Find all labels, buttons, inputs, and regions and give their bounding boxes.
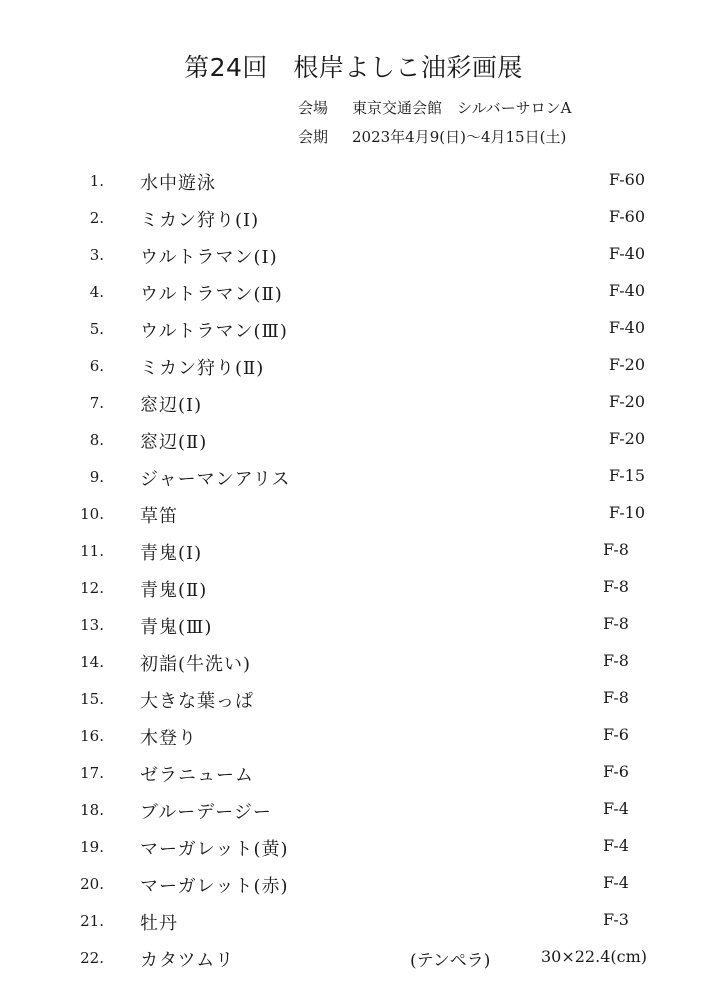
- work-title: 青鬼(Ⅰ): [140, 543, 203, 564]
- work-size: F-60: [608, 170, 645, 189]
- work-row: [0, 791, 707, 828]
- work-title: ジャーマンアリス: [140, 469, 291, 490]
- work-title: ウルトラマン(Ⅰ): [140, 247, 278, 268]
- work-title: マーガレット(黄): [140, 839, 289, 860]
- work-size: F-8: [603, 577, 629, 596]
- work-title: ブルーデージー: [140, 802, 272, 823]
- work-title: 窓辺(Ⅱ): [140, 432, 208, 453]
- work-number: 3.: [89, 246, 104, 264]
- work-row: [0, 717, 707, 754]
- work-row: [0, 569, 707, 606]
- venue-value: 東京交通会館 シルバーサロンA: [352, 99, 572, 117]
- work-title: 水中遊泳: [140, 173, 216, 194]
- work-size: F-20: [608, 429, 645, 448]
- work-title: 牡丹: [140, 913, 178, 934]
- work-size: F-3: [603, 910, 629, 929]
- work-number: 22.: [80, 949, 104, 967]
- work-row: [0, 495, 707, 532]
- work-size: F-15: [608, 466, 645, 485]
- work-title: カタツムリ: [140, 950, 235, 971]
- work-size: F-8: [603, 540, 629, 559]
- work-medium: (テンペラ): [410, 951, 491, 971]
- work-size: F-10: [608, 503, 645, 522]
- work-row: [0, 347, 707, 384]
- work-title: 木登り: [140, 728, 197, 749]
- work-number: 15.: [80, 690, 104, 708]
- work-number: 14.: [80, 653, 104, 671]
- work-size: F-40: [608, 281, 645, 300]
- period-label: 会期: [298, 128, 329, 146]
- work-title: 窓辺(Ⅰ): [140, 395, 203, 416]
- work-number: 12.: [80, 579, 104, 597]
- work-number: 19.: [80, 838, 104, 856]
- exhibition-title: 第24回 根岸よしこ油彩画展: [184, 53, 523, 82]
- work-title: 青鬼(Ⅱ): [140, 580, 208, 601]
- work-row: [0, 273, 707, 310]
- work-row: [0, 532, 707, 569]
- work-title: マーガレット(赤): [140, 876, 289, 897]
- work-number: 20.: [80, 875, 104, 893]
- work-size: F-4: [603, 836, 629, 855]
- work-title: ゼラニューム: [140, 765, 254, 786]
- work-size: F-20: [608, 392, 645, 411]
- work-row: [0, 606, 707, 643]
- work-number: 10.: [80, 505, 104, 523]
- work-row: [0, 754, 707, 791]
- works-list: [0, 162, 707, 976]
- work-size: F-4: [603, 873, 629, 892]
- period-row: [298, 126, 566, 147]
- work-row: [0, 828, 707, 865]
- work-number: 17.: [80, 764, 104, 782]
- work-size: F-40: [608, 244, 645, 263]
- work-size: F-8: [603, 688, 629, 707]
- work-title: 初詣(牛洗い): [140, 654, 252, 675]
- work-title: ウルトラマン(Ⅱ): [140, 284, 283, 305]
- work-row: [0, 199, 707, 236]
- work-number: 6.: [89, 357, 104, 375]
- work-number: 1.: [89, 172, 104, 190]
- work-row: [0, 680, 707, 717]
- work-row: [0, 865, 707, 902]
- work-size: F-8: [603, 614, 629, 633]
- work-size: F-6: [603, 762, 629, 781]
- period-value: 2023年4月9(日)〜4月15日(土): [352, 128, 567, 146]
- work-title: 大きな葉っぱ: [140, 691, 254, 712]
- work-number: 8.: [89, 431, 104, 449]
- work-number: 18.: [80, 801, 104, 819]
- venue-label: 会場: [298, 99, 329, 117]
- work-number: 11.: [80, 542, 104, 560]
- work-size: F-40: [608, 318, 645, 337]
- work-title: 草笛: [140, 506, 178, 527]
- work-number: 4.: [89, 283, 104, 301]
- work-row-last: [0, 939, 707, 976]
- work-size: F-4: [603, 799, 629, 818]
- work-number: 2.: [89, 209, 104, 227]
- work-row: [0, 384, 707, 421]
- work-number: 5.: [89, 320, 104, 338]
- work-number: 7.: [89, 394, 104, 412]
- work-title: 青鬼(Ⅲ): [140, 617, 213, 638]
- work-title: ミカン狩り(Ⅰ): [140, 210, 260, 231]
- work-row: [0, 643, 707, 680]
- work-number: 16.: [80, 727, 104, 745]
- work-size: F-8: [603, 651, 629, 670]
- work-number: 21.: [80, 912, 104, 930]
- work-title: ウルトラマン(Ⅲ): [140, 321, 288, 342]
- work-size: F-60: [608, 207, 645, 226]
- work-row: [0, 162, 707, 199]
- work-row: [0, 236, 707, 273]
- work-row: [0, 421, 707, 458]
- work-size: F-6: [603, 725, 629, 744]
- work-number: 9.: [89, 468, 104, 486]
- work-title: ミカン狩り(Ⅱ): [140, 358, 265, 379]
- work-row: [0, 458, 707, 495]
- work-row: [0, 902, 707, 939]
- work-size: F-20: [608, 355, 645, 374]
- work-row: [0, 310, 707, 347]
- work-size: 30×22.4(cm): [540, 947, 647, 966]
- work-number: 13.: [80, 616, 104, 634]
- venue-row: [298, 97, 571, 118]
